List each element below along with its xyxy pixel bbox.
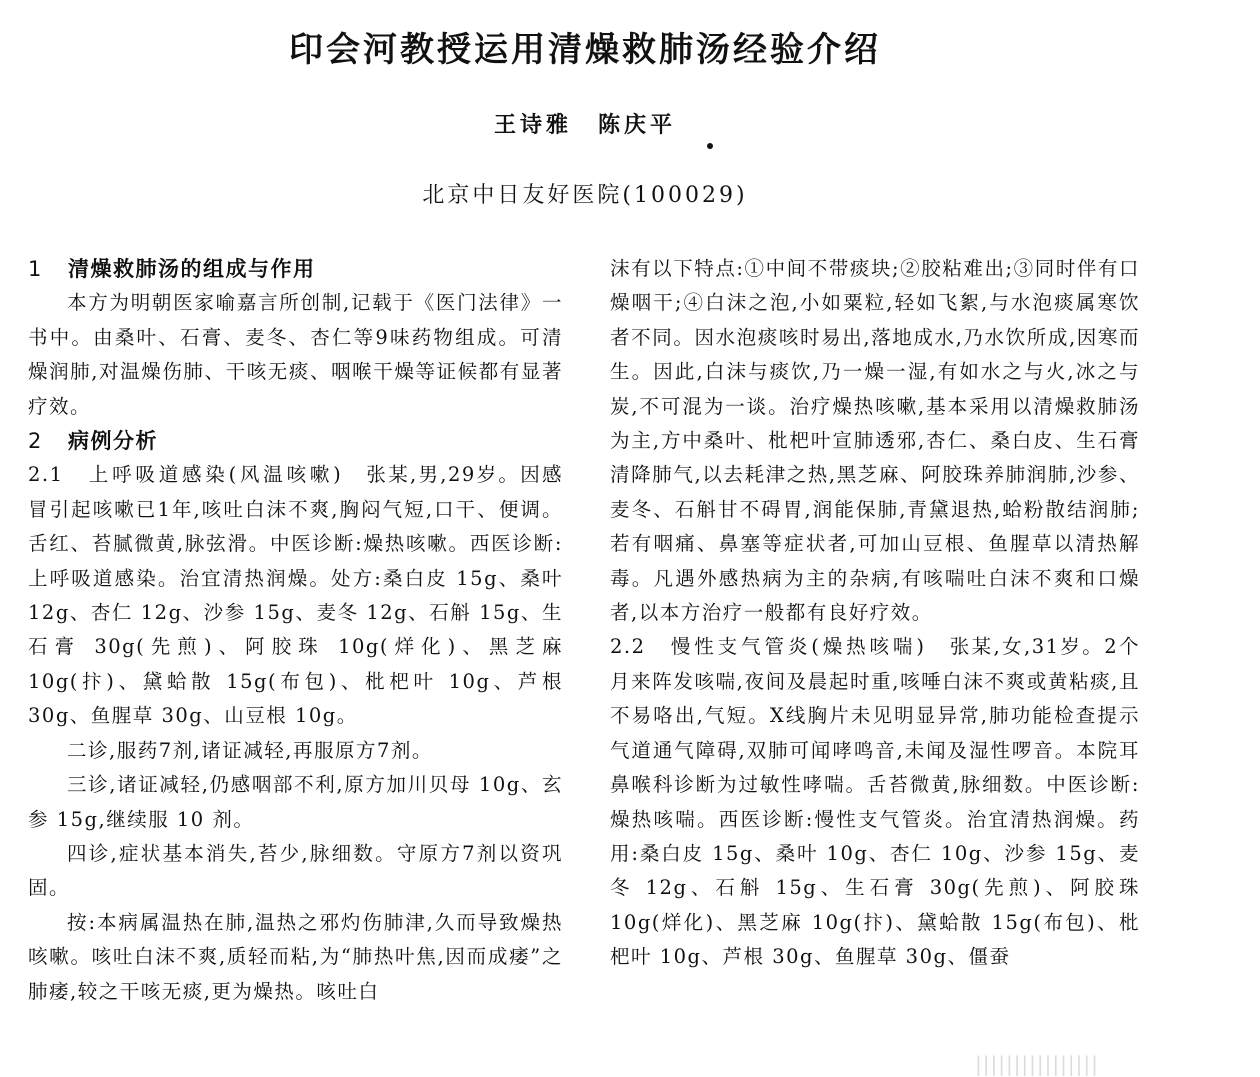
paragraph: 按:本病属温热在肺,温热之邪灼伤肺津,久而导致燥热咳嗽。咳吐白沫不爽,质轻而粘,为“肺热叶焦,因而成痿”之肺痿,较之干咳无痰,更为燥热。咳吐白 [28,910,563,1003]
section-title: 清燥救肺汤的组成与作用 [68,257,316,281]
section-heading [28,424,563,458]
left-column [28,252,563,1009]
section-title: 病例分析 [68,429,158,454]
subsection-title: 上呼吸道感染(风温咳嗽) [88,463,344,487]
paragraph: 本方为明朝医家喻嘉言所创制,记载于《医门法律》一书中。由桑叶、石膏、麦冬、杏仁等9味药物组成。可清燥润肺,对温燥伤肺、干咳无痰、咽喉干燥等证候都有显著疗效。 [28,291,563,418]
paragraph: 三诊,诸证减轻,仍感咽部不利,原方加川贝母 10g、玄参 15g,继续服 10 剂。 [28,773,563,831]
right-column [610,252,1140,975]
dot-mark [707,143,713,149]
affiliation: 北京中日友好医院(100029) [422,183,748,208]
paragraph: 四诊,症状基本消失,苔少,脉细数。守原方7剂以资巩固。 [28,841,563,900]
authors: 王诗雅 陈庆平 [493,112,676,138]
paragraph: 沫有以下特点:①中间不带痰块;②胶粘难出;③同时伴有口燥咽干;④白沫之泡,小如粟粒,轻如飞絮,与水泡痰属寒饮者不同。因水泡痰咳时易出,落地成水,乃水饮所成,因寒而生。因此,白沫与痰饮,乃一燥一湿,有如水之与火,冰之与炭,不可混为一谈。治疗燥热咳嗽,基本采用以清燥救肺汤为主,方中桑叶、枇杷叶宣肺透邪,杏仁、桑白皮、生石膏清降肺气,以去耗津之热,黑芝麻、阿胶珠养肺润肺,沙参、麦冬、石斛甘不碍胃,润能保肺,青黛退热,蛤粉散结润肺;若有咽痛、鼻塞等症状者,可加山豆根、鱼腥草以清热解毒。凡遇外感热病为主的杂病,有咳喘吐白沫不爽和口燥者,以本方治疗一般都有良好疗效。 [610,257,1140,625]
subsection-title: 慢性支气管炎(燥热咳喘) [670,635,927,659]
case-paragraph [610,630,1140,974]
section-heading [28,252,563,286]
subsection-number: 2.1 [28,463,64,487]
case-text: 张某,女,31岁。2个月来阵发咳喘,夜间及晨起时重,咳唾白沫不爽或黄粘痰,且不易咯出,气短。X线胸片未见明显异常,肺功能检查提示气道通气障碍,双肺可闻哮鸣音,未闻及湿性啰音。本院耳鼻喉科诊断为过敏性哮喘。舌苔微黄,脉细数。中医诊断:燥热咳喘。西医诊断:慢性支气管炎。治宜清热润燥。药用:桑白皮 15g、桑叶 10g、杏仁 10g、沙参 15g、麦冬 12g、石斛 15g、生石膏 30g(先煎)、阿胶珠 10g(烊化)、黑芝麻 10g(抃)、黛蛤散 15g(布包)、枇杷叶 10g、芦根 30g、鱼腥草 30g、僵蚕 [610,635,1140,969]
case-text: 张某,男,29岁。因感冒引起咳嗽已1年,咳吐白沫不爽,胸闷气短,口干、便调。舌红、苔腻微黄,脉弦滑。中医诊断:燥热咳嗽。西医诊断:上呼吸道感染。治宜清热润燥。处方:桑白皮 15g、桑叶 12g、杏仁 12g、沙参 15g、麦冬 12g、石斛 15g、生石膏 30g(先煎)、阿胶珠 10g(烊化)、黑芝麻 10g(抃)、黛蛤散 15g(布包)、枇杷叶 10g、芦根 30g、鱼腥草 30g、山豆根 10g。 [28,463,563,728]
subsection-number: 2.2 [610,635,646,659]
article-title: 印会河教授运用清燥救肺汤经验介绍 [289,30,881,70]
section-number: 2 [28,429,43,454]
watermark: |||||||||||||||| [975,1052,1099,1076]
paragraph: 二诊,服药7剂,诸证减轻,再服原方7剂。 [67,738,433,762]
case-paragraph [28,458,563,733]
section-number: 1 [28,257,43,281]
